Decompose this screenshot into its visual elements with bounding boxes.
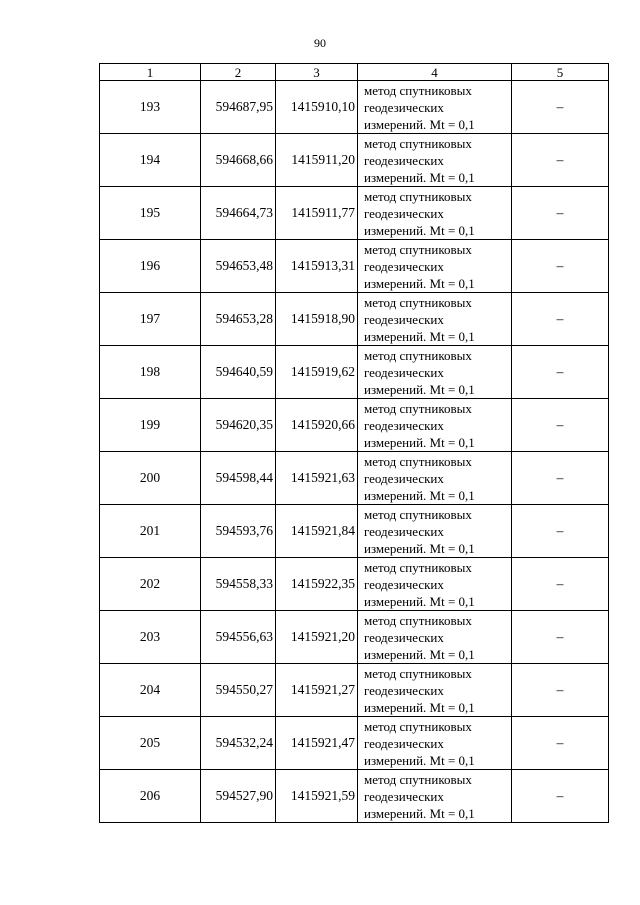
point-number-cell: 205 bbox=[100, 717, 201, 770]
method-line: метод спутниковых bbox=[364, 718, 472, 734]
coordinate-y-cell: 1415921,47 bbox=[276, 717, 358, 770]
coordinate-x-cell: 594532,24 bbox=[201, 717, 276, 770]
table-row bbox=[100, 81, 609, 134]
note-cell: – bbox=[512, 240, 609, 293]
method-line: геодезических bbox=[364, 523, 444, 539]
note-cell: – bbox=[512, 346, 609, 399]
method-line: измерений. Mt = 0,1 bbox=[364, 699, 475, 715]
method-cell bbox=[358, 717, 512, 770]
note-cell: – bbox=[512, 664, 609, 717]
header-col-2: 2 bbox=[201, 64, 276, 81]
method-line: измерений. Mt = 0,1 bbox=[364, 328, 475, 344]
method-cell bbox=[358, 558, 512, 611]
method-line: измерений. Mt = 0,1 bbox=[364, 169, 475, 185]
point-number-cell: 194 bbox=[100, 134, 201, 187]
header-col-5: 5 bbox=[512, 64, 609, 81]
point-number-cell: 200 bbox=[100, 452, 201, 505]
method-line: измерений. Mt = 0,1 bbox=[364, 646, 475, 662]
method-line: метод спутниковых bbox=[364, 294, 472, 310]
method-line: метод спутниковых bbox=[364, 347, 472, 363]
point-number-cell: 196 bbox=[100, 240, 201, 293]
coordinate-y-cell: 1415921,63 bbox=[276, 452, 358, 505]
method-cell bbox=[358, 293, 512, 346]
coordinate-y-cell: 1415919,62 bbox=[276, 346, 358, 399]
coordinates-table bbox=[99, 63, 609, 823]
point-number-cell: 193 bbox=[100, 81, 201, 134]
table-row bbox=[100, 505, 609, 558]
point-number-cell: 197 bbox=[100, 293, 201, 346]
table-body bbox=[100, 81, 609, 823]
method-cell bbox=[358, 452, 512, 505]
header-col-4: 4 bbox=[358, 64, 512, 81]
method-line: метод спутниковых bbox=[364, 400, 472, 416]
method-line: метод спутниковых bbox=[364, 82, 472, 98]
method-cell bbox=[358, 505, 512, 558]
coordinate-x-cell: 594550,27 bbox=[201, 664, 276, 717]
coordinate-y-cell: 1415918,90 bbox=[276, 293, 358, 346]
method-line: геодезических bbox=[364, 258, 444, 274]
table-row bbox=[100, 717, 609, 770]
method-line: измерений. Mt = 0,1 bbox=[364, 434, 475, 450]
table-row bbox=[100, 293, 609, 346]
method-line: геодезических bbox=[364, 152, 444, 168]
coordinate-y-cell: 1415913,31 bbox=[276, 240, 358, 293]
table-row bbox=[100, 558, 609, 611]
point-number-cell: 206 bbox=[100, 770, 201, 823]
method-line: геодезических bbox=[364, 417, 444, 433]
table-row bbox=[100, 240, 609, 293]
method-line: метод спутниковых bbox=[364, 665, 472, 681]
point-number-cell: 195 bbox=[100, 187, 201, 240]
note-cell: – bbox=[512, 770, 609, 823]
method-line: метод спутниковых bbox=[364, 559, 472, 575]
method-line: геодезических bbox=[364, 629, 444, 645]
coordinate-y-cell: 1415921,84 bbox=[276, 505, 358, 558]
page-number: 90 bbox=[314, 36, 326, 50]
method-line: геодезических bbox=[364, 205, 444, 221]
note-cell: – bbox=[512, 187, 609, 240]
coordinate-y-cell: 1415920,66 bbox=[276, 399, 358, 452]
coordinate-x-cell: 594620,35 bbox=[201, 399, 276, 452]
method-line: геодезических bbox=[364, 364, 444, 380]
table-row bbox=[100, 346, 609, 399]
table-header-row bbox=[100, 64, 609, 81]
table-row bbox=[100, 187, 609, 240]
method-line: метод спутниковых bbox=[364, 135, 472, 151]
method-line: метод спутниковых bbox=[364, 241, 472, 257]
method-line: метод спутниковых bbox=[364, 453, 472, 469]
note-cell: – bbox=[512, 293, 609, 346]
method-line: геодезических bbox=[364, 682, 444, 698]
method-line: геодезических bbox=[364, 311, 444, 327]
method-cell bbox=[358, 187, 512, 240]
method-line: измерений. Mt = 0,1 bbox=[364, 116, 475, 132]
method-line: измерений. Mt = 0,1 bbox=[364, 222, 475, 238]
method-line: измерений. Mt = 0,1 bbox=[364, 593, 475, 609]
coordinate-x-cell: 594664,73 bbox=[201, 187, 276, 240]
coordinate-y-cell: 1415910,10 bbox=[276, 81, 358, 134]
method-line: метод спутниковых bbox=[364, 188, 472, 204]
point-number-cell: 202 bbox=[100, 558, 201, 611]
coordinate-x-cell: 594527,90 bbox=[201, 770, 276, 823]
coordinate-x-cell: 594653,28 bbox=[201, 293, 276, 346]
method-line: метод спутниковых bbox=[364, 771, 472, 787]
point-number-cell: 199 bbox=[100, 399, 201, 452]
method-line: измерений. Mt = 0,1 bbox=[364, 487, 475, 503]
point-number-cell: 201 bbox=[100, 505, 201, 558]
note-cell: – bbox=[512, 399, 609, 452]
method-cell bbox=[358, 399, 512, 452]
coordinate-y-cell: 1415921,20 bbox=[276, 611, 358, 664]
coordinate-x-cell: 594598,44 bbox=[201, 452, 276, 505]
table-row bbox=[100, 770, 609, 823]
note-cell: – bbox=[512, 134, 609, 187]
method-cell bbox=[358, 240, 512, 293]
method-line: измерений. Mt = 0,1 bbox=[364, 381, 475, 397]
point-number-cell: 203 bbox=[100, 611, 201, 664]
note-cell: – bbox=[512, 611, 609, 664]
method-line: измерений. Mt = 0,1 bbox=[364, 540, 475, 556]
point-number-cell: 204 bbox=[100, 664, 201, 717]
coordinate-x-cell: 594556,63 bbox=[201, 611, 276, 664]
coordinate-x-cell: 594558,33 bbox=[201, 558, 276, 611]
method-line: метод спутниковых bbox=[364, 506, 472, 522]
method-cell bbox=[358, 770, 512, 823]
coordinate-y-cell: 1415922,35 bbox=[276, 558, 358, 611]
method-line: измерений. Mt = 0,1 bbox=[364, 805, 475, 821]
table-row bbox=[100, 134, 609, 187]
note-cell: – bbox=[512, 452, 609, 505]
method-line: геодезических bbox=[364, 576, 444, 592]
table-row bbox=[100, 399, 609, 452]
method-line: геодезических bbox=[364, 788, 444, 804]
coordinate-x-cell: 594653,48 bbox=[201, 240, 276, 293]
method-cell bbox=[358, 134, 512, 187]
method-line: измерений. Mt = 0,1 bbox=[364, 275, 475, 291]
table-row bbox=[100, 611, 609, 664]
point-number-cell: 198 bbox=[100, 346, 201, 399]
coordinate-y-cell: 1415921,27 bbox=[276, 664, 358, 717]
method-line: измерений. Mt = 0,1 bbox=[364, 752, 475, 768]
coordinate-x-cell: 594640,59 bbox=[201, 346, 276, 399]
coordinate-y-cell: 1415921,59 bbox=[276, 770, 358, 823]
coordinate-y-cell: 1415911,77 bbox=[276, 187, 358, 240]
coordinate-x-cell: 594687,95 bbox=[201, 81, 276, 134]
method-line: геодезических bbox=[364, 470, 444, 486]
method-cell bbox=[358, 611, 512, 664]
coordinate-x-cell: 594668,66 bbox=[201, 134, 276, 187]
header-col-3: 3 bbox=[276, 64, 358, 81]
coordinate-y-cell: 1415911,20 bbox=[276, 134, 358, 187]
table-row bbox=[100, 664, 609, 717]
method-cell bbox=[358, 346, 512, 399]
note-cell: – bbox=[512, 81, 609, 134]
method-cell bbox=[358, 81, 512, 134]
method-cell bbox=[358, 664, 512, 717]
method-line: геодезических bbox=[364, 735, 444, 751]
coordinate-x-cell: 594593,76 bbox=[201, 505, 276, 558]
method-line: метод спутниковых bbox=[364, 612, 472, 628]
note-cell: – bbox=[512, 558, 609, 611]
method-line: геодезических bbox=[364, 99, 444, 115]
note-cell: – bbox=[512, 505, 609, 558]
table-row bbox=[100, 452, 609, 505]
note-cell: – bbox=[512, 717, 609, 770]
header-col-1: 1 bbox=[100, 64, 201, 81]
